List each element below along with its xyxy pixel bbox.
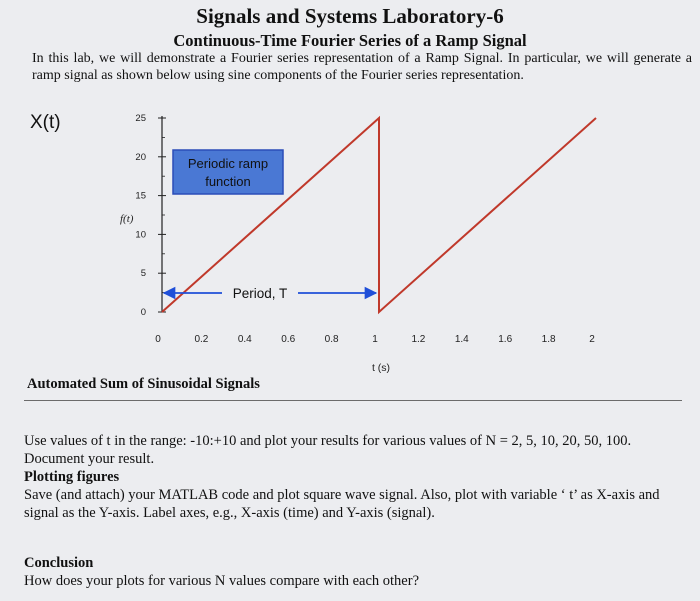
y-tick-label: 0	[140, 307, 146, 318]
annotation-box-label: Periodic ramp	[187, 156, 269, 171]
y-tick-label: 5	[140, 268, 146, 280]
x-tick-label: 0.2	[194, 334, 209, 345]
intro-paragraph: In this lab, we will demonstrate a Fourier series representation of a Ramp Signal. In particular, we will generate a ramp signal as shown below using sine components of the Fourier series representation.	[32, 51, 692, 83]
y-tick-label: 15	[135, 190, 146, 202]
plotting-heading: Plotting figures	[24, 469, 120, 485]
plotting-paragraph: Save (and attach) your MATLAB code and plot square wave signal. Also, plot with variable ‘ t’ as X-axis and signal as the Y-axis. Label axes, e.g., X-axis (time) and Y-axis (signal).	[24, 487, 660, 521]
ramp-signal-line	[162, 118, 596, 312]
x-tick-label: 1.4	[454, 334, 469, 345]
x-tick-label: 0.8	[324, 334, 339, 345]
conclusion-heading: Conclusion	[24, 555, 94, 571]
annotation-box-label: function	[205, 174, 251, 189]
page-subtitle: Continuous-Time Fourier Series of a Ramp Signal	[173, 31, 527, 50]
x-tick-label: 1.8	[541, 334, 556, 345]
x-tick-label: 0.6	[281, 334, 296, 345]
section-divider	[24, 400, 682, 401]
x-tick-label: 1.6	[498, 334, 513, 345]
instructions-paragraph: Use values of t in the range: -10:+10 and plot your results for various values of N = 2, 5, 10, 20, 50, 100. Document your result.	[24, 433, 632, 467]
x-tick-label: 0	[155, 334, 161, 345]
conclusion-paragraph: How does your plots for various N values compare with each other?	[24, 573, 420, 589]
y-axis-label: f(t)	[120, 213, 134, 225]
y-tick-label: 10	[135, 229, 146, 241]
x-tick-label: 0.4	[237, 334, 252, 345]
y-tick-label: 25	[135, 113, 146, 124]
section-heading: Automated Sum of Sinusoidal Signals	[27, 376, 260, 392]
page-title: Signals and Systems Laboratory-6	[196, 4, 504, 28]
x-tick-label: 1.2	[411, 334, 426, 345]
x-tick-label: 2	[589, 334, 595, 345]
x-axis-label: t (s)	[371, 362, 391, 374]
signal-label: X(t)	[30, 112, 61, 133]
x-tick-label: 1	[372, 334, 378, 345]
period-label: Period, T	[232, 286, 288, 301]
y-tick-label: 20	[135, 151, 146, 163]
